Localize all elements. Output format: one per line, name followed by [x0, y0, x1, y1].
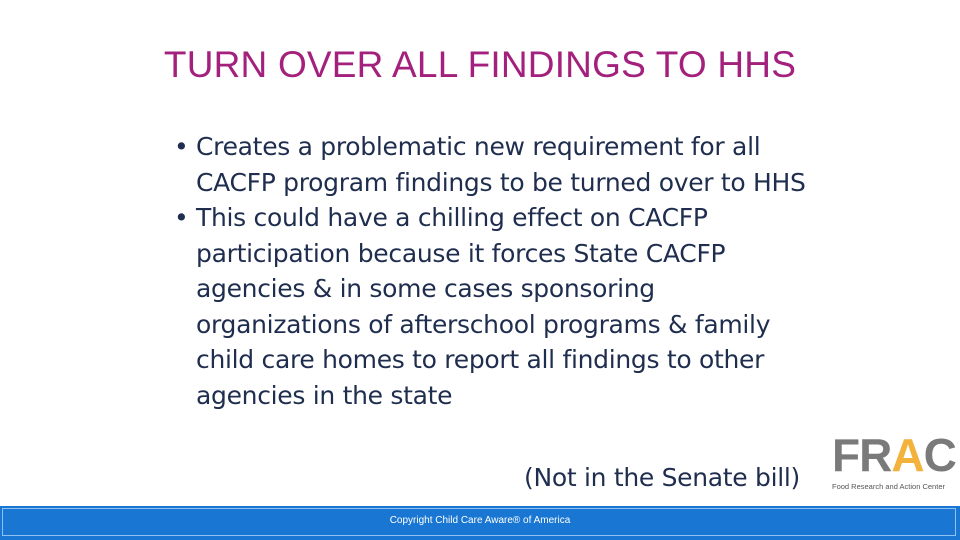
logo-tagline: Food Research and Action Center [832, 482, 945, 491]
logo-wordmark [832, 429, 956, 481]
bullet-text: Creates a problematic new requirement for all CACFP program findings to be turned over to HHS [196, 132, 806, 197]
logo-letter-c: C [923, 429, 956, 481]
footer-bar [0, 506, 960, 540]
senate-note: (Not in the Senate bill) [523, 463, 800, 492]
logo-letters-fr: FR [832, 429, 892, 481]
bullet-item [172, 200, 822, 413]
bullet-text: This could have a chilling effect on CACFP participation because it forces State CACFP agencies & in some cases sponsoring organizations of afterschool programs & family child care homes to report all findings to other agencies in the state [196, 203, 771, 410]
bullet-item [172, 129, 822, 200]
slide-title: TURN OVER ALL FINDINGS TO HHS [163, 44, 797, 85]
footer-copyright: Copyright Child Care Aware® of America [389, 515, 571, 526]
frac-logo [832, 429, 956, 494]
bullet-symbol: • [174, 203, 189, 232]
bullet-symbol: • [174, 132, 189, 161]
bullet-list [172, 129, 822, 413]
logo-letter-a: A [891, 429, 924, 481]
